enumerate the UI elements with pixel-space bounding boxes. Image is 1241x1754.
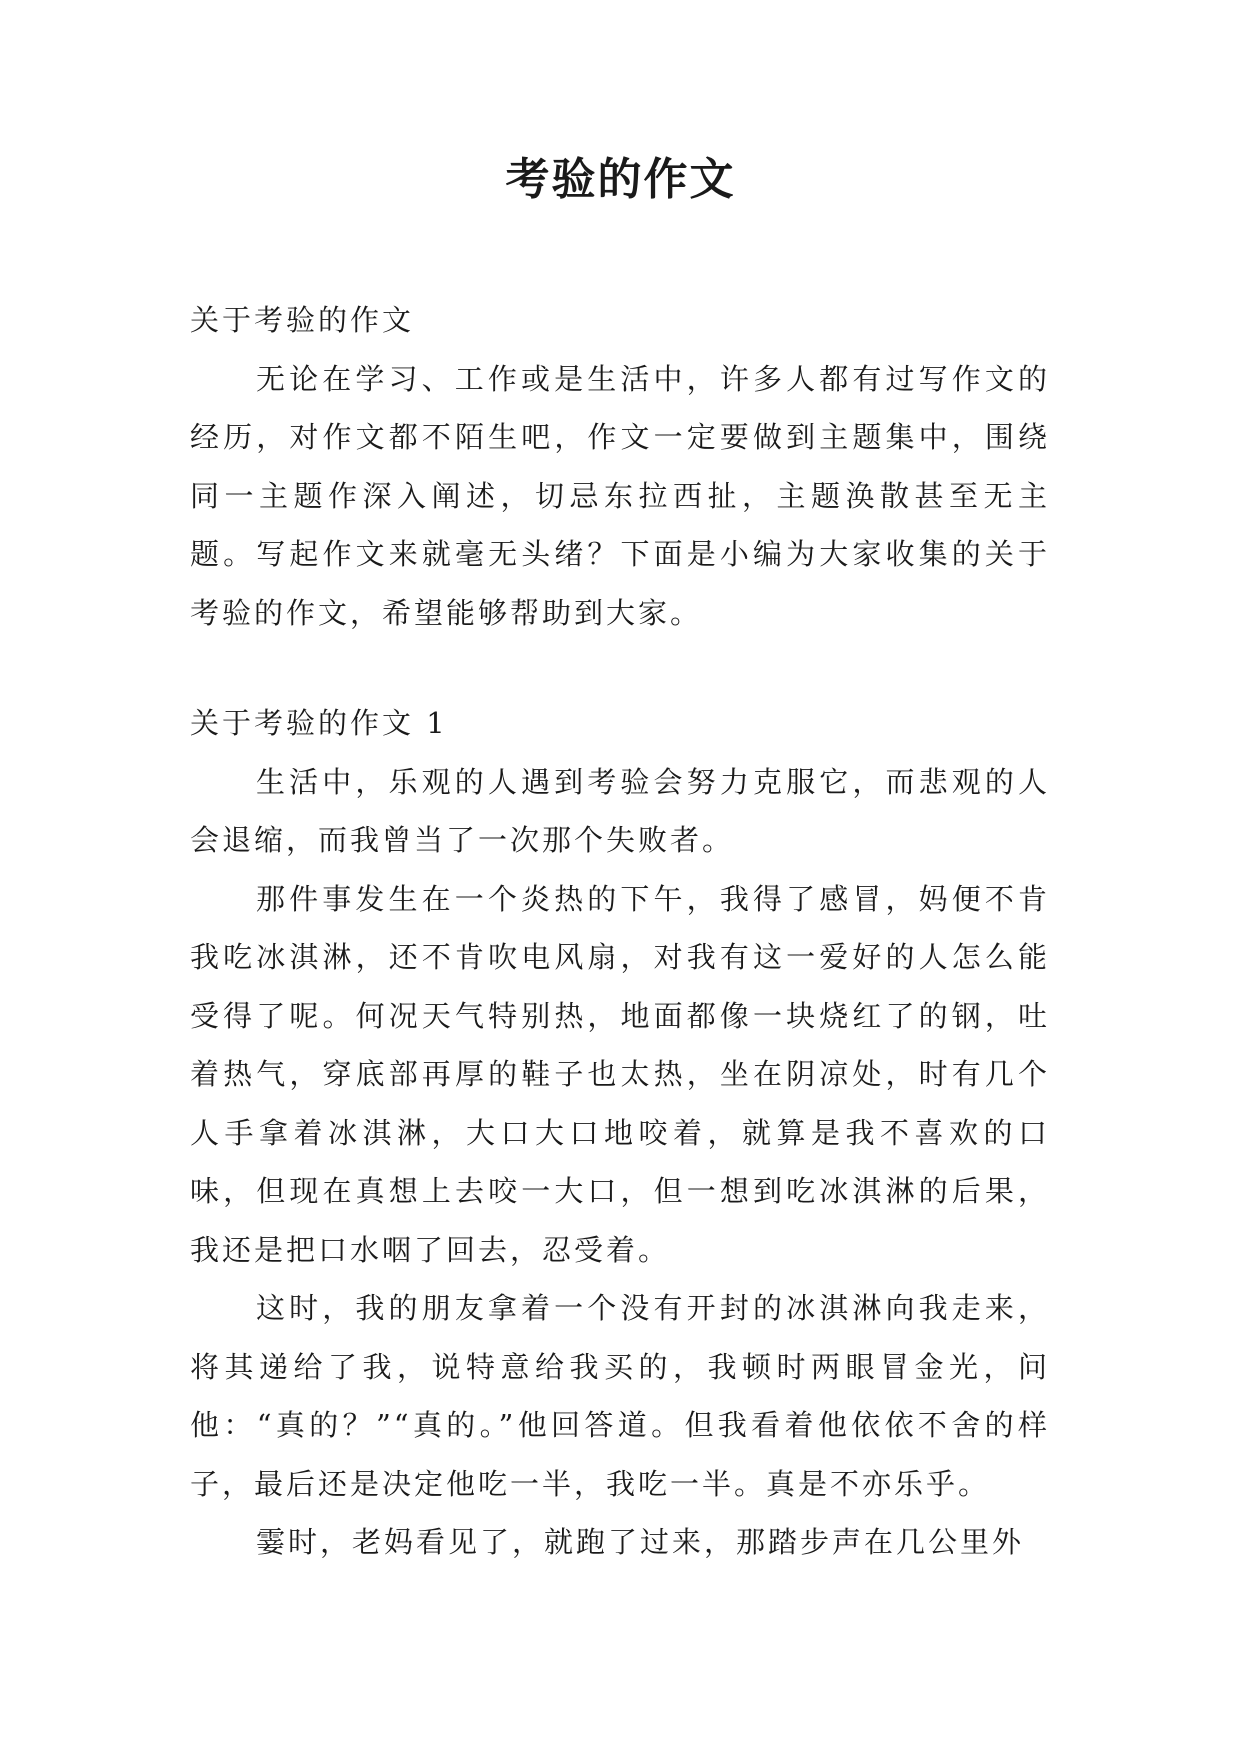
section-spacer — [190, 642, 1050, 694]
intro-heading: 关于考验的作文 — [190, 303, 415, 337]
essay1-paragraph: 这时，我的朋友拿着一个没有开封的冰淇淋向我走来，将其递给了我，说特意给我买的，我顿时两眼冒金光，问他：“真的？”“真的。”他回答道。但我看着他依依不舍的样子，最后还是决定他吃一半，我吃一半。真是不亦乐乎。 — [190, 1291, 1050, 1501]
essay1-paragraph: 生活中，乐观的人遇到考验会努力克服它，而悲观的人会退缩，而我曾当了一次那个失败者。 — [190, 764, 1050, 857]
intro-paragraph: 无论在学习、工作或是生活中，许多人都有过写作文的经历，对作文都不陌生吧，作文一定要做到主题集中，围绕同一主题作深入阐述，切忌东拉西扯，主题涣散甚至无主题。写起作文来就毫无头绪？下面是小编为大家收集的关于考验的作文，希望能够帮助到大家。 — [190, 361, 1050, 630]
essay1-paragraph: 霎时，老妈看见了，就跑了过来，那踏步声在几公里外 — [256, 1525, 1025, 1559]
essay1-paragraph: 那件事发生在一个炎热的下午，我得了感冒，妈便不肯我吃冰淇淋，还不肯吹电风扇，对我有这一爱好的人怎么能受得了呢。何况天气特别热，地面都像一块烧红了的钢，吐着热气，穿底部再厚的鞋子也太热，坐在阴凉处，时有几个人手拿着冰淇淋，大口大口地咬着，就算是我不喜欢的口味，但现在真想上去咬一大口，但一想到吃冰淇淋的后果，我还是把口水咽了回去，忍受着。 — [190, 881, 1050, 1267]
document-body — [190, 291, 1050, 1572]
document-title: 考验的作文 — [505, 154, 736, 205]
essay1-heading: 关于考验的作文 1 — [190, 706, 448, 740]
